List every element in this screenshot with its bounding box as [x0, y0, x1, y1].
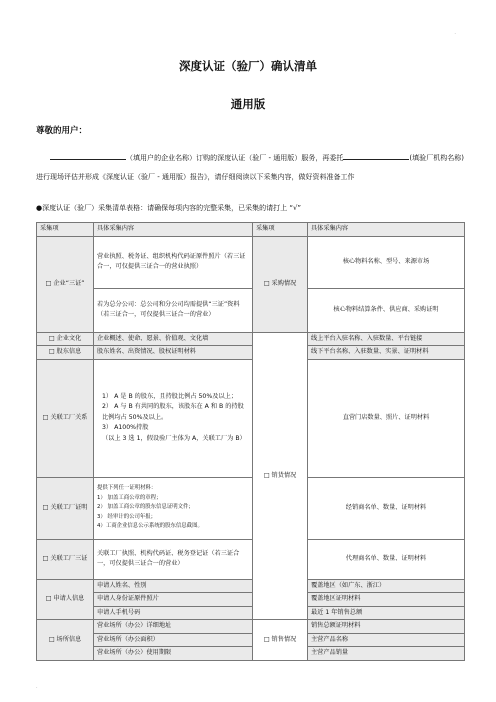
culture-content: 企业概述、使命、愿景、价值观、文化墙	[94, 332, 253, 346]
sales-online: 线上平台入驻名称、入驻数量、平台链接	[308, 332, 465, 346]
company-certs-2: 若为总分公司：总公司和分公司均需提供“三证”资料（若三证合一，可仅提供三证合一的营业）	[94, 288, 253, 332]
applicant-phone: 申请人手机号码	[94, 606, 253, 620]
intro-paragraph	[36, 149, 464, 187]
rel2-line-4: 4）工商企业信息公示系统的股东信息截图。	[97, 523, 203, 530]
main-product: 主营产品名称	[308, 633, 465, 647]
recent-sales: 最近 1 年销售总额	[308, 606, 465, 620]
related-certs-content: 关联工厂执照、机构代码证、税务登记证（若三证合一，可仅提供三证合一的营业）	[94, 539, 253, 579]
collection-table	[36, 222, 465, 661]
shareholder-content: 股东姓名、出资情况、股权证明材料	[94, 346, 253, 360]
corner-mark-top: .	[454, 30, 456, 36]
category-company-certs[interactable]: □ 企业“三证”	[37, 236, 94, 332]
main-volume: 主营产品销量	[308, 647, 465, 661]
category-related-relationship[interactable]: □ 关联工厂关系	[37, 359, 94, 477]
document-title: 深度认证（验厂）确认清单	[179, 59, 317, 73]
sales-offline: 线下平台名称、入驻数量、实景、证明材料	[308, 346, 465, 360]
applicant-id: 申请人身份证原件照片	[94, 593, 253, 607]
related-proof-content	[94, 477, 253, 539]
rel1-line-1: 1） A 是 B 的股东，且持股比例占 50%及以上；	[102, 392, 238, 400]
site-area: 营业场所（办公面积）	[94, 633, 253, 647]
applicant-name: 申请人姓名、性别	[94, 579, 253, 593]
company-certs-1: 营业执照、税务证、组织机构代码证原件照片（若三证合一，可仅提供三证合一的营业执照）	[94, 236, 253, 288]
agency-name-blank[interactable]	[343, 152, 409, 160]
greeting: 尊敬的用户：	[36, 126, 88, 136]
intro-part1: （填用户的企业名称）订购的深度认证（验厂 - 通用版）服务，再委托	[126, 154, 344, 162]
category-site[interactable]: □ 场所信息	[37, 620, 94, 661]
site-term: 营业场所（办公）使用期限	[94, 647, 253, 661]
agent-list: 代理商名单、数量、证明材料	[308, 539, 465, 579]
category-applicant[interactable]: □ 申请人信息	[37, 579, 94, 620]
category-related-certs[interactable]: □ 关联工厂三证	[37, 539, 94, 579]
document-subtitle: 通用版	[230, 97, 266, 111]
corner-mark-bottom: .	[36, 684, 38, 690]
rel2-line-0: 提供下列任一证明材料：	[97, 485, 157, 492]
direct-store: 直营门店数量、照片、证明材料	[308, 359, 465, 477]
header-item-2: 采集项	[253, 223, 308, 237]
header-content-2: 具体采集内容	[308, 223, 465, 237]
table-note: ●深度认证（验厂）采集清单表格：请确保每项内容的完整采集，已采集的请打上 “√”	[36, 204, 302, 212]
rel2-line-1: 1） 加盖工商公章的章程；	[97, 494, 162, 501]
coverage-area: 覆盖地区（如广东、浙江）	[308, 579, 465, 593]
intro-part2: (填验厂机构名称)进行现场评估并形成《深度认证（验厂 - 通用版）报告》，请仔细阅读以下采集内容，做好资料准备工作	[36, 154, 464, 181]
rel2-line-2: 2） 加盖工商公章的股东信息证明文件；	[97, 504, 194, 511]
company-name-blank[interactable]	[50, 152, 126, 160]
turnover-proof: 销售总额证明材料	[308, 620, 465, 634]
category-shareholder[interactable]: □ 股东信息	[37, 346, 94, 360]
site-address: 营业场所（办公）详细地址	[94, 620, 253, 634]
rel1-line-2: 2） A 与 B 有共同的股东，该股东在 A 和 B 的持股比例均占 50%及以上。	[102, 403, 244, 421]
purchase-1: 核心物料名称、型号、来源市场	[308, 236, 465, 288]
category-sales[interactable]: □ 销货情况	[253, 332, 308, 620]
rel1-line-4: （以上 3 选 1，假设验厂主体为 A，关联工厂为 B）	[102, 434, 246, 442]
purchase-2: 核心物料结算条件、供应商、采购证明	[308, 288, 465, 332]
related-relationship-content	[94, 359, 253, 477]
header-item: 采集项	[37, 223, 94, 237]
rel1-line-3: 3） A100%持股	[102, 424, 149, 432]
rel2-line-3: 3） 经审计的公司年报；	[97, 513, 157, 520]
category-related-proof[interactable]: □ 关联工厂证明	[37, 477, 94, 539]
category-purchase[interactable]: □ 采购情况	[253, 236, 308, 332]
coverage-proof: 覆盖地区证明材料	[308, 593, 465, 607]
dealer-list: 经销商名单、数量、证明材料	[308, 477, 465, 539]
category-turnover[interactable]: □ 销售情况	[253, 620, 308, 661]
header-content: 具体采集内容	[94, 223, 253, 237]
category-culture[interactable]: □ 企业文化	[37, 332, 94, 346]
